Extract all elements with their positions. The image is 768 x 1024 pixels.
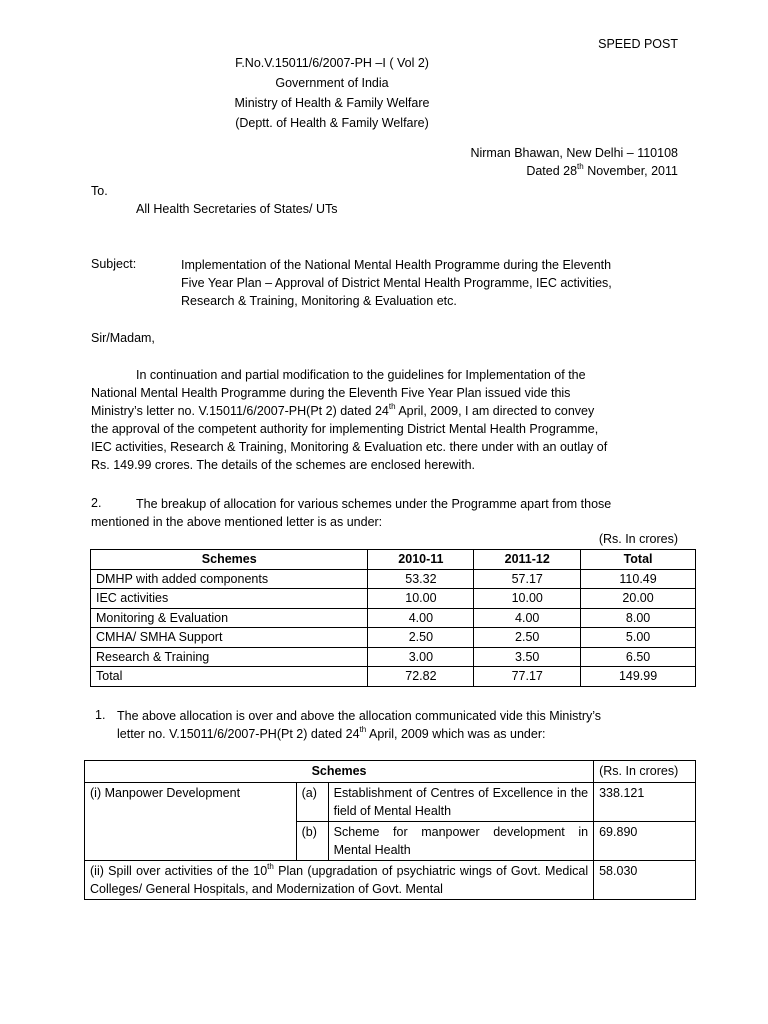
header-schemes: Schemes: [91, 550, 368, 570]
spill-over-post: Plan (upgradation of psychiatric wings of Govt. Medical Colleges/ General Hospitals, and Modernization of Govt. Mental: [90, 863, 589, 896]
cell-scheme: Total: [91, 667, 368, 687]
para2-line-2: mentioned in the above mentioned letter is as under:: [91, 515, 383, 529]
item-a-mark: (a): [296, 782, 328, 821]
table-row: [91, 647, 696, 667]
para3-line-2-sup: th: [359, 725, 367, 734]
para1-line-6: Rs. 149.99 crores. The details of the schemes are enclosed herewith.: [91, 458, 476, 472]
para3-line-2-pre: letter no. V.15011/6/2007-PH(Pt 2) dated 24: [117, 727, 360, 741]
table-row: [91, 589, 696, 609]
table2-header-row: [85, 761, 696, 783]
subject-label: Subject:: [91, 257, 137, 271]
cell-2010-11: 4.00: [368, 608, 474, 628]
cell-2011-12: 57.17: [474, 569, 581, 589]
para1-line-3-sup: th: [388, 402, 396, 411]
allocation-table: [90, 549, 696, 687]
cell-scheme: CMHA/ SMHA Support: [91, 628, 368, 648]
table1-unit: (Rs. In crores): [598, 532, 678, 546]
cell-2011-12: 4.00: [474, 608, 581, 628]
item-a-value: 338.121: [594, 782, 696, 821]
para3-number: 1.: [95, 708, 106, 722]
date-line: [526, 164, 678, 178]
para3-line-2: [117, 725, 677, 743]
cell-2010-11: 53.32: [368, 569, 474, 589]
para1-line-5: IEC activities, Research & Training, Monitoring & Evaluation etc. there under with an outlay of: [91, 440, 608, 454]
cell-2011-12: 3.50: [474, 647, 581, 667]
addressee: All Health Secretaries of States/ UTs: [136, 202, 338, 216]
paragraph-1: [91, 366, 677, 474]
cell-scheme: Research & Training: [91, 647, 368, 667]
table2-header-unit: (Rs. In crores): [594, 761, 696, 783]
paragraph-3: [117, 707, 677, 743]
header-total: Total: [581, 550, 696, 570]
item-a-text: Establishment of Centres of Excellence in the field of Mental Health: [328, 782, 594, 821]
item-b-value: 69.890: [594, 821, 696, 860]
cell-total: 6.50: [581, 647, 696, 667]
para1-line-4: the approval of the competent authority for implementing District Mental Health Programme,: [91, 422, 599, 436]
letterhead: [200, 53, 464, 133]
spill-over-sup: th: [267, 861, 274, 871]
cell-total: 149.99: [581, 667, 696, 687]
spill-over-text: [85, 860, 594, 899]
previous-allocation-table: [84, 760, 696, 900]
table-row: [85, 782, 696, 821]
table-row: [91, 608, 696, 628]
file-number: F.No.V.15011/6/2007-PH –I ( Vol 2): [235, 56, 429, 70]
cell-total: 8.00: [581, 608, 696, 628]
para3-line-1: The above allocation is over and above the allocation communicated vide this Ministry’s: [117, 709, 602, 723]
cell-total: 5.00: [581, 628, 696, 648]
subject-text: [181, 256, 677, 310]
item-b-text: Scheme for manpower development in Mental Health: [328, 821, 594, 860]
para3-line-2-post: April, 2009 which was as under:: [366, 727, 546, 741]
salutation: Sir/Madam,: [91, 331, 155, 345]
table-total-row: [91, 667, 696, 687]
cell-2011-12: 10.00: [474, 589, 581, 609]
header-2010-11: 2010-11: [368, 550, 474, 570]
spill-over-pre: (ii) Spill over activities of the 10: [90, 863, 268, 878]
government-name: Government of India: [275, 76, 389, 90]
manpower-development-label: (i) Manpower Development: [85, 782, 297, 860]
cell-2010-11: 72.82: [368, 667, 474, 687]
date-sup: th: [577, 162, 584, 171]
subject-line-1: Implementation of the National Mental Health Programme during the Eleventh: [181, 258, 612, 272]
to-label: To.: [91, 184, 108, 198]
para1-line-3: [91, 402, 677, 420]
table2-header-schemes: Schemes: [85, 761, 594, 783]
para1-line-3-pre: Ministry’s letter no. V.15011/6/2007-PH(Pt 2) dated 24: [91, 404, 389, 418]
cell-2011-12: 2.50: [474, 628, 581, 648]
cell-scheme: DMHP with added components: [91, 569, 368, 589]
cell-scheme: IEC activities: [91, 589, 368, 609]
cell-total: 110.49: [581, 569, 696, 589]
table-header-row: [91, 550, 696, 570]
cell-2010-11: 10.00: [368, 589, 474, 609]
ministry-name: Ministry of Health & Family Welfare: [234, 96, 430, 110]
para1-line-3-post: April, 2009, I am directed to convey: [395, 404, 595, 418]
cell-scheme: Monitoring & Evaluation: [91, 608, 368, 628]
item-b-mark: (b): [296, 821, 328, 860]
para2-line-1: The breakup of allocation for various schemes under the Programme apart from those: [136, 497, 612, 511]
cell-total: 20.00: [581, 589, 696, 609]
para2-number: 2.: [91, 496, 102, 510]
date-suffix: November, 2011: [583, 164, 678, 178]
cell-2010-11: 2.50: [368, 628, 474, 648]
subject-line-3: Research & Training, Monitoring & Evaluation etc.: [181, 294, 457, 308]
cell-2011-12: 77.17: [474, 667, 581, 687]
speed-post-label: SPEED POST: [598, 37, 678, 51]
place-line: Nirman Bhawan, New Delhi – 110108: [470, 146, 678, 160]
subject-line-2: Five Year Plan – Approval of District Mental Health Programme, IEC activities,: [181, 276, 612, 290]
date-prefix: Dated 28: [526, 164, 578, 178]
table-row: [91, 569, 696, 589]
para1-line-2: National Mental Health Programme during the Eleventh Five Year Plan issued vide this: [91, 386, 571, 400]
spill-over-value: 58.030: [594, 860, 696, 899]
header-2011-12: 2011-12: [474, 550, 581, 570]
department-name: (Deptt. of Health & Family Welfare): [235, 116, 429, 130]
table-row: [91, 628, 696, 648]
para1-line-1: In continuation and partial modification to the guidelines for Implementation of the: [136, 368, 586, 382]
table-row: [85, 860, 696, 899]
paragraph-2: [91, 495, 677, 531]
cell-2010-11: 3.00: [368, 647, 474, 667]
